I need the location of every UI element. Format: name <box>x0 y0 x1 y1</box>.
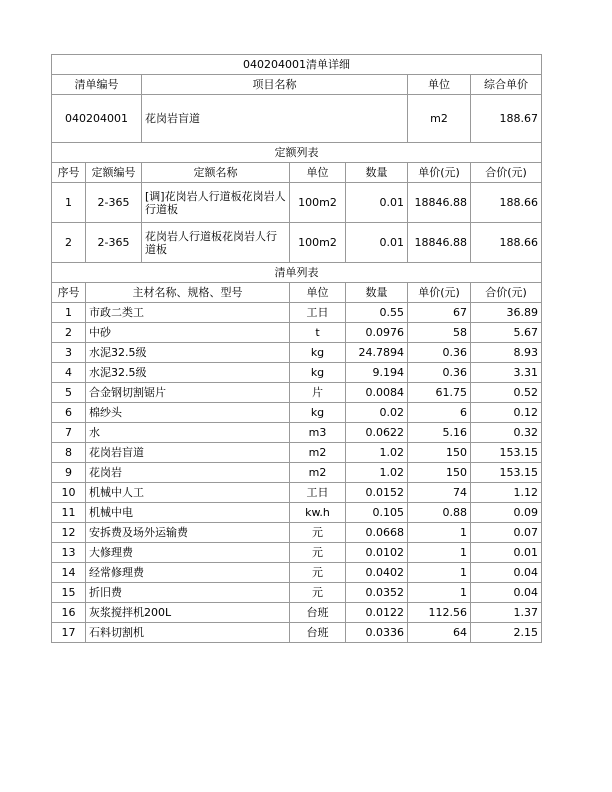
material-total: 36.89 <box>471 303 542 323</box>
material-seq: 17 <box>52 623 86 643</box>
material-unit: 台班 <box>290 603 346 623</box>
material-unit: kg <box>290 403 346 423</box>
material-unit: 元 <box>290 523 346 543</box>
quota-name-header: 定额名称 <box>142 163 290 183</box>
material-total: 0.12 <box>471 403 542 423</box>
material-unit-price: 1 <box>408 583 471 603</box>
material-unit-price: 6 <box>408 403 471 423</box>
quota-row <box>52 183 542 223</box>
bill-detail-table <box>51 54 542 643</box>
material-unit-price: 0.36 <box>408 363 471 383</box>
item-price: 188.67 <box>471 95 542 143</box>
material-total: 153.15 <box>471 463 542 483</box>
material-row <box>52 463 542 483</box>
code-header: 清单编号 <box>52 75 142 95</box>
material-unit: 元 <box>290 583 346 603</box>
material-total: 153.15 <box>471 443 542 463</box>
quota-total: 188.66 <box>471 183 542 223</box>
material-unit-price: 0.88 <box>408 503 471 523</box>
material-row <box>52 363 542 383</box>
quota-seq-header: 序号 <box>52 163 86 183</box>
material-unit: 片 <box>290 383 346 403</box>
quota-name: [调]花岗岩人行道板花岗岩人行道板 <box>142 183 290 223</box>
material-unit-price: 112.56 <box>408 603 471 623</box>
material-total: 0.01 <box>471 543 542 563</box>
quota-seq: 1 <box>52 183 86 223</box>
material-total: 0.04 <box>471 583 542 603</box>
material-row <box>52 483 542 503</box>
material-qty: 0.55 <box>346 303 408 323</box>
material-qty: 0.0122 <box>346 603 408 623</box>
material-name: 经常修理费 <box>86 563 290 583</box>
quota-code-header: 定额编号 <box>86 163 142 183</box>
material-unit: t <box>290 323 346 343</box>
material-total: 8.93 <box>471 343 542 363</box>
material-unit-price-header: 单价(元) <box>408 283 471 303</box>
material-qty: 0.0152 <box>346 483 408 503</box>
material-row <box>52 443 542 463</box>
quota-unit: 100m2 <box>290 223 346 263</box>
table-title: 040204001清单详细 <box>52 55 542 75</box>
material-qty-header: 数量 <box>346 283 408 303</box>
material-seq: 11 <box>52 503 86 523</box>
quota-qty: 0.01 <box>346 223 408 263</box>
material-total: 0.07 <box>471 523 542 543</box>
material-unit: m3 <box>290 423 346 443</box>
material-unit-price: 1 <box>408 543 471 563</box>
material-unit-header: 单位 <box>290 283 346 303</box>
material-qty: 0.02 <box>346 403 408 423</box>
material-unit-price: 67 <box>408 303 471 323</box>
material-name: 机械中人工 <box>86 483 290 503</box>
item-header-row <box>52 75 542 95</box>
material-seq: 2 <box>52 323 86 343</box>
quota-total-header: 合价(元) <box>471 163 542 183</box>
material-name: 折旧费 <box>86 583 290 603</box>
material-qty: 0.0084 <box>346 383 408 403</box>
material-qty: 0.0102 <box>346 543 408 563</box>
quota-code: 2-365 <box>86 183 142 223</box>
material-row <box>52 603 542 623</box>
material-qty: 0.0622 <box>346 423 408 443</box>
material-seq: 3 <box>52 343 86 363</box>
material-section-row <box>52 263 542 283</box>
material-name: 机械中电 <box>86 503 290 523</box>
material-row <box>52 343 542 363</box>
material-qty: 0.105 <box>346 503 408 523</box>
material-name: 水 <box>86 423 290 443</box>
material-total: 0.52 <box>471 383 542 403</box>
material-total: 0.04 <box>471 563 542 583</box>
material-unit: m2 <box>290 443 346 463</box>
material-seq: 10 <box>52 483 86 503</box>
material-name: 中砂 <box>86 323 290 343</box>
material-seq: 1 <box>52 303 86 323</box>
material-name: 棉纱头 <box>86 403 290 423</box>
material-row <box>52 383 542 403</box>
material-name: 水泥32.5级 <box>86 363 290 383</box>
material-unit: m2 <box>290 463 346 483</box>
quota-section-row <box>52 143 542 163</box>
material-unit: kg <box>290 343 346 363</box>
material-total: 0.32 <box>471 423 542 443</box>
material-unit-price: 1 <box>408 563 471 583</box>
quota-name: 花岗岩人行道板花岗岩人行道板 <box>142 223 290 263</box>
material-seq: 5 <box>52 383 86 403</box>
material-name: 花岗岩盲道 <box>86 443 290 463</box>
quota-code: 2-365 <box>86 223 142 263</box>
item-row <box>52 95 542 143</box>
quota-unit-header: 单位 <box>290 163 346 183</box>
name-header: 项目名称 <box>142 75 408 95</box>
material-unit: 台班 <box>290 623 346 643</box>
quota-unit: 100m2 <box>290 183 346 223</box>
quota-qty: 0.01 <box>346 183 408 223</box>
material-name: 合金钢切割锯片 <box>86 383 290 403</box>
material-qty: 0.0976 <box>346 323 408 343</box>
material-section-title: 清单列表 <box>52 263 542 283</box>
item-name: 花岗岩盲道 <box>142 95 408 143</box>
material-row <box>52 543 542 563</box>
material-qty: 0.0336 <box>346 623 408 643</box>
material-unit-price: 1 <box>408 523 471 543</box>
material-total: 5.67 <box>471 323 542 343</box>
material-unit: 工日 <box>290 303 346 323</box>
material-seq: 14 <box>52 563 86 583</box>
title-row <box>52 55 542 75</box>
material-seq: 12 <box>52 523 86 543</box>
material-row <box>52 523 542 543</box>
material-seq: 8 <box>52 443 86 463</box>
material-seq-header: 序号 <box>52 283 86 303</box>
quota-unit-price: 18846.88 <box>408 183 471 223</box>
material-row <box>52 583 542 603</box>
material-row <box>52 623 542 643</box>
material-total: 3.31 <box>471 363 542 383</box>
material-unit: 元 <box>290 543 346 563</box>
material-total: 2.15 <box>471 623 542 643</box>
material-seq: 6 <box>52 403 86 423</box>
material-unit: 元 <box>290 563 346 583</box>
item-code: 040204001 <box>52 95 142 143</box>
material-qty: 1.02 <box>346 443 408 463</box>
material-total: 1.12 <box>471 483 542 503</box>
material-name: 大修理费 <box>86 543 290 563</box>
material-unit-price: 64 <box>408 623 471 643</box>
material-name: 灰浆搅拌机200L <box>86 603 290 623</box>
material-row <box>52 403 542 423</box>
material-name: 花岗岩 <box>86 463 290 483</box>
material-qty: 0.0668 <box>346 523 408 543</box>
material-name-header: 主材名称、规格、型号 <box>86 283 290 303</box>
material-unit: kw.h <box>290 503 346 523</box>
item-unit: m2 <box>408 95 471 143</box>
quota-unit-price-header: 单价(元) <box>408 163 471 183</box>
material-row <box>52 503 542 523</box>
quota-qty-header: 数量 <box>346 163 408 183</box>
material-total: 0.09 <box>471 503 542 523</box>
material-unit-price: 5.16 <box>408 423 471 443</box>
material-seq: 4 <box>52 363 86 383</box>
material-row <box>52 303 542 323</box>
material-qty: 1.02 <box>346 463 408 483</box>
quota-total: 188.66 <box>471 223 542 263</box>
quota-unit-price: 18846.88 <box>408 223 471 263</box>
material-total-header: 合价(元) <box>471 283 542 303</box>
material-total: 1.37 <box>471 603 542 623</box>
material-unit-price: 150 <box>408 443 471 463</box>
material-row <box>52 323 542 343</box>
material-unit-price: 61.75 <box>408 383 471 403</box>
quota-header-row <box>52 163 542 183</box>
material-qty: 9.194 <box>346 363 408 383</box>
material-seq: 15 <box>52 583 86 603</box>
material-name: 石料切割机 <box>86 623 290 643</box>
material-seq: 9 <box>52 463 86 483</box>
material-seq: 16 <box>52 603 86 623</box>
material-qty: 0.0402 <box>346 563 408 583</box>
material-unit: 工日 <box>290 483 346 503</box>
material-qty: 0.0352 <box>346 583 408 603</box>
material-name: 市政二类工 <box>86 303 290 323</box>
quota-seq: 2 <box>52 223 86 263</box>
material-row <box>52 563 542 583</box>
unit-header: 单位 <box>408 75 471 95</box>
material-name: 水泥32.5级 <box>86 343 290 363</box>
material-unit-price: 0.36 <box>408 343 471 363</box>
price-header: 综合单价 <box>471 75 542 95</box>
material-seq: 13 <box>52 543 86 563</box>
quota-row <box>52 223 542 263</box>
material-header-row <box>52 283 542 303</box>
material-name: 安拆费及场外运输费 <box>86 523 290 543</box>
material-unit: kg <box>290 363 346 383</box>
material-unit-price: 150 <box>408 463 471 483</box>
material-unit-price: 74 <box>408 483 471 503</box>
material-seq: 7 <box>52 423 86 443</box>
quota-section-title: 定额列表 <box>52 143 542 163</box>
material-row <box>52 423 542 443</box>
material-qty: 24.7894 <box>346 343 408 363</box>
material-unit-price: 58 <box>408 323 471 343</box>
